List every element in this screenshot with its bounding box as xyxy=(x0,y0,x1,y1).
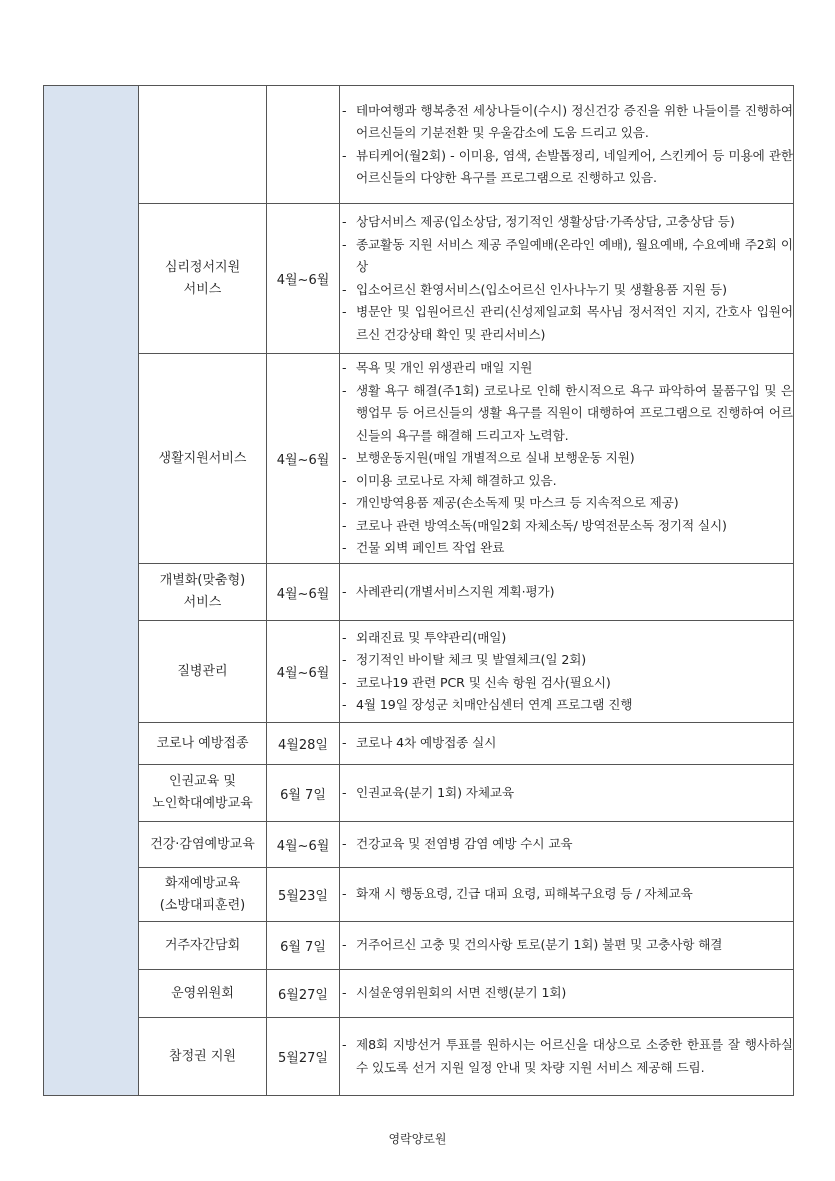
category-cell xyxy=(139,723,267,765)
list-item: - 건물 외벽 페인트 작업 완료 xyxy=(340,537,793,560)
category-cell xyxy=(139,822,267,868)
table-row xyxy=(44,204,794,354)
item-list xyxy=(340,1034,793,1079)
table-row xyxy=(44,922,794,970)
table-row xyxy=(44,970,794,1018)
item-list xyxy=(340,883,793,906)
item-list xyxy=(340,982,793,1005)
content-cell xyxy=(340,822,794,868)
period-cell: 5월23일 xyxy=(267,868,340,922)
content-cell xyxy=(340,765,794,822)
list-item: - 보행운동지원(매일 개별적으로 실내 보행운동 지원) xyxy=(340,447,793,470)
category-cell xyxy=(139,922,267,970)
section-sidebar xyxy=(44,86,139,1096)
content-cell xyxy=(340,1018,794,1096)
list-item: - 정기적인 바이탈 체크 및 발열체크(일 2회) xyxy=(340,649,793,672)
content-cell xyxy=(340,621,794,723)
list-item: - 개인방역용품 제공(손소독제 및 마스크 등 지속적으로 제공) xyxy=(340,492,793,515)
category-line: (소방대피훈련) xyxy=(159,897,246,913)
period-cell: 6월27일 xyxy=(267,970,340,1018)
content-cell xyxy=(340,564,794,621)
item-list xyxy=(340,782,793,805)
table-row xyxy=(44,354,794,564)
list-item: - 병문안 및 입원어르신 관리(신성제일교회 목사님 정서적인 지지, 간호사 입원어르신 건강상태 확인 및 관리서비스) xyxy=(340,301,793,346)
category-line: 생활지원서비스 xyxy=(158,450,247,466)
period-cell: 4월~6월 xyxy=(267,354,340,564)
footer-org-name: 영락양로원 xyxy=(388,1132,447,1146)
list-item: - 인권교육(분기 1회) 자체교육 xyxy=(340,782,793,805)
category-cell xyxy=(139,765,267,822)
category-cell xyxy=(139,86,267,204)
category-line: 건강·감염예방교육 xyxy=(150,836,255,852)
list-item: - 화재 시 행동요령, 긴급 대피 요령, 피해복구요령 등 / 자체교육 xyxy=(340,883,793,906)
list-item: - 거주어르신 고충 및 건의사항 토로(분기 1회) 불편 및 고충사항 해결 xyxy=(340,934,793,957)
list-item: - 이미용 코로나로 자체 해결하고 있음. xyxy=(340,470,793,493)
list-item: - 4월 19일 장성군 치매안심센터 연계 프로그램 진행 xyxy=(340,694,793,717)
period-cell: 4월~6월 xyxy=(267,564,340,621)
table-row xyxy=(44,868,794,922)
category-cell xyxy=(139,970,267,1018)
table-row xyxy=(44,621,794,723)
content-cell xyxy=(340,86,794,204)
list-item: - 상담서비스 제공(입소상담, 정기적인 생활상담·가족상담, 고충상담 등) xyxy=(340,211,793,234)
category-line: 서비스 xyxy=(183,281,222,297)
item-list xyxy=(340,627,793,717)
table-row xyxy=(44,765,794,822)
list-item: - 코로나 4차 예방접종 실시 xyxy=(340,732,793,755)
category-line: 노인학대예방교육 xyxy=(152,796,253,811)
category-line: 심리정서지원 xyxy=(164,259,241,275)
category-line: 개별화(맞춤형) xyxy=(159,573,246,588)
period-cell: 4월~6월 xyxy=(267,621,340,723)
category-line: 거주자간담회 xyxy=(164,937,241,953)
category-cell xyxy=(139,621,267,723)
list-item: - 입소어르신 환영서비스(입소어르신 인사나누기 및 생활용품 지원 등) xyxy=(340,279,793,302)
content-cell xyxy=(340,922,794,970)
table-row xyxy=(44,1018,794,1096)
list-item: - 뷰티케어(월2회) - 이미용, 염색, 손발톱정리, 네일케어, 스킨케어 등 미용에 관한 어르신들의 다양한 욕구를 프로그램으로 진행하고 있음. xyxy=(340,145,793,190)
item-list xyxy=(340,833,793,856)
category-line: 코로나 예방접종 xyxy=(156,735,249,751)
program-table xyxy=(43,85,794,1096)
period-cell: 4월~6월 xyxy=(267,822,340,868)
item-list xyxy=(340,581,793,604)
content-cell xyxy=(340,354,794,564)
item-list xyxy=(340,934,793,957)
category-cell xyxy=(139,868,267,922)
table-row xyxy=(44,723,794,765)
table-row xyxy=(44,822,794,868)
list-item: - 생활 욕구 해결(주1회) 코로나로 인해 한시적으로 욕구 파악하여 물품구입 및 은행업무 등 어르신들의 생활 욕구를 직원이 대행하여 프로그램으로 진행하여 어르신들의 욕구를 해결해 드리고자 노력함. xyxy=(340,380,793,448)
list-item: - 코로나19 관련 PCR 및 신속 항원 검사(필요시) xyxy=(340,672,793,695)
item-list xyxy=(340,211,793,346)
item-list xyxy=(340,732,793,755)
category-line: 인권교육 및 xyxy=(169,774,236,789)
category-line: 질병관리 xyxy=(177,663,228,679)
category-cell xyxy=(139,204,267,354)
category-line: 화재예방교육 xyxy=(164,875,241,891)
period-cell: 4월~6월 xyxy=(267,204,340,354)
period-cell: 6월 7일 xyxy=(267,765,340,822)
category-cell xyxy=(139,1018,267,1096)
list-item: - 사례관리(개별서비스지원 계획·평가) xyxy=(340,581,793,604)
list-item: - 외래진료 및 투약관리(매일) xyxy=(340,627,793,650)
list-item: - 목욕 및 개인 위생관리 매일 지원 xyxy=(340,357,793,380)
category-line: 서비스 xyxy=(183,595,222,610)
list-item: - 코로나 관련 방역소독(매일2회 자체소독/ 방역전문소독 정기적 실시) xyxy=(340,515,793,538)
item-list xyxy=(340,100,793,190)
content-cell xyxy=(340,723,794,765)
period-cell: 4월28일 xyxy=(267,723,340,765)
category-cell xyxy=(139,564,267,621)
list-item: - 테마여행과 행복충전 세상나들이(수시) 정신건강 증진을 위한 나들이를 진행하여 어르신들의 기분전환 및 우울감소에 도움 드리고 있음. xyxy=(340,100,793,145)
category-line: 참정권 지원 xyxy=(169,1048,236,1064)
list-item: - 제8회 지방선거 투표를 원하시는 어르신을 대상으로 소중한 한표를 잘 행사하실 수 있도록 선거 지원 일정 안내 및 차량 지원 서비스 제공해 드림. xyxy=(340,1034,793,1079)
content-cell xyxy=(340,970,794,1018)
period-cell: 6월 7일 xyxy=(267,922,340,970)
category-cell xyxy=(139,354,267,564)
category-line: 운영위원회 xyxy=(171,985,234,1001)
content-cell xyxy=(340,868,794,922)
table-row xyxy=(44,86,794,204)
table-row xyxy=(44,564,794,621)
content-cell xyxy=(340,204,794,354)
period-cell xyxy=(267,86,340,204)
list-item: - 시설운영위원회의 서면 진행(분기 1회) xyxy=(340,982,793,1005)
list-item: - 종교활동 지원 서비스 제공 주일예배(온라인 예배), 월요예배, 수요예배 주2회 이상 xyxy=(340,234,793,279)
period-cell: 5월27일 xyxy=(267,1018,340,1096)
list-item: - 건강교육 및 전염병 감염 예방 수시 교육 xyxy=(340,833,793,856)
item-list xyxy=(340,357,793,560)
